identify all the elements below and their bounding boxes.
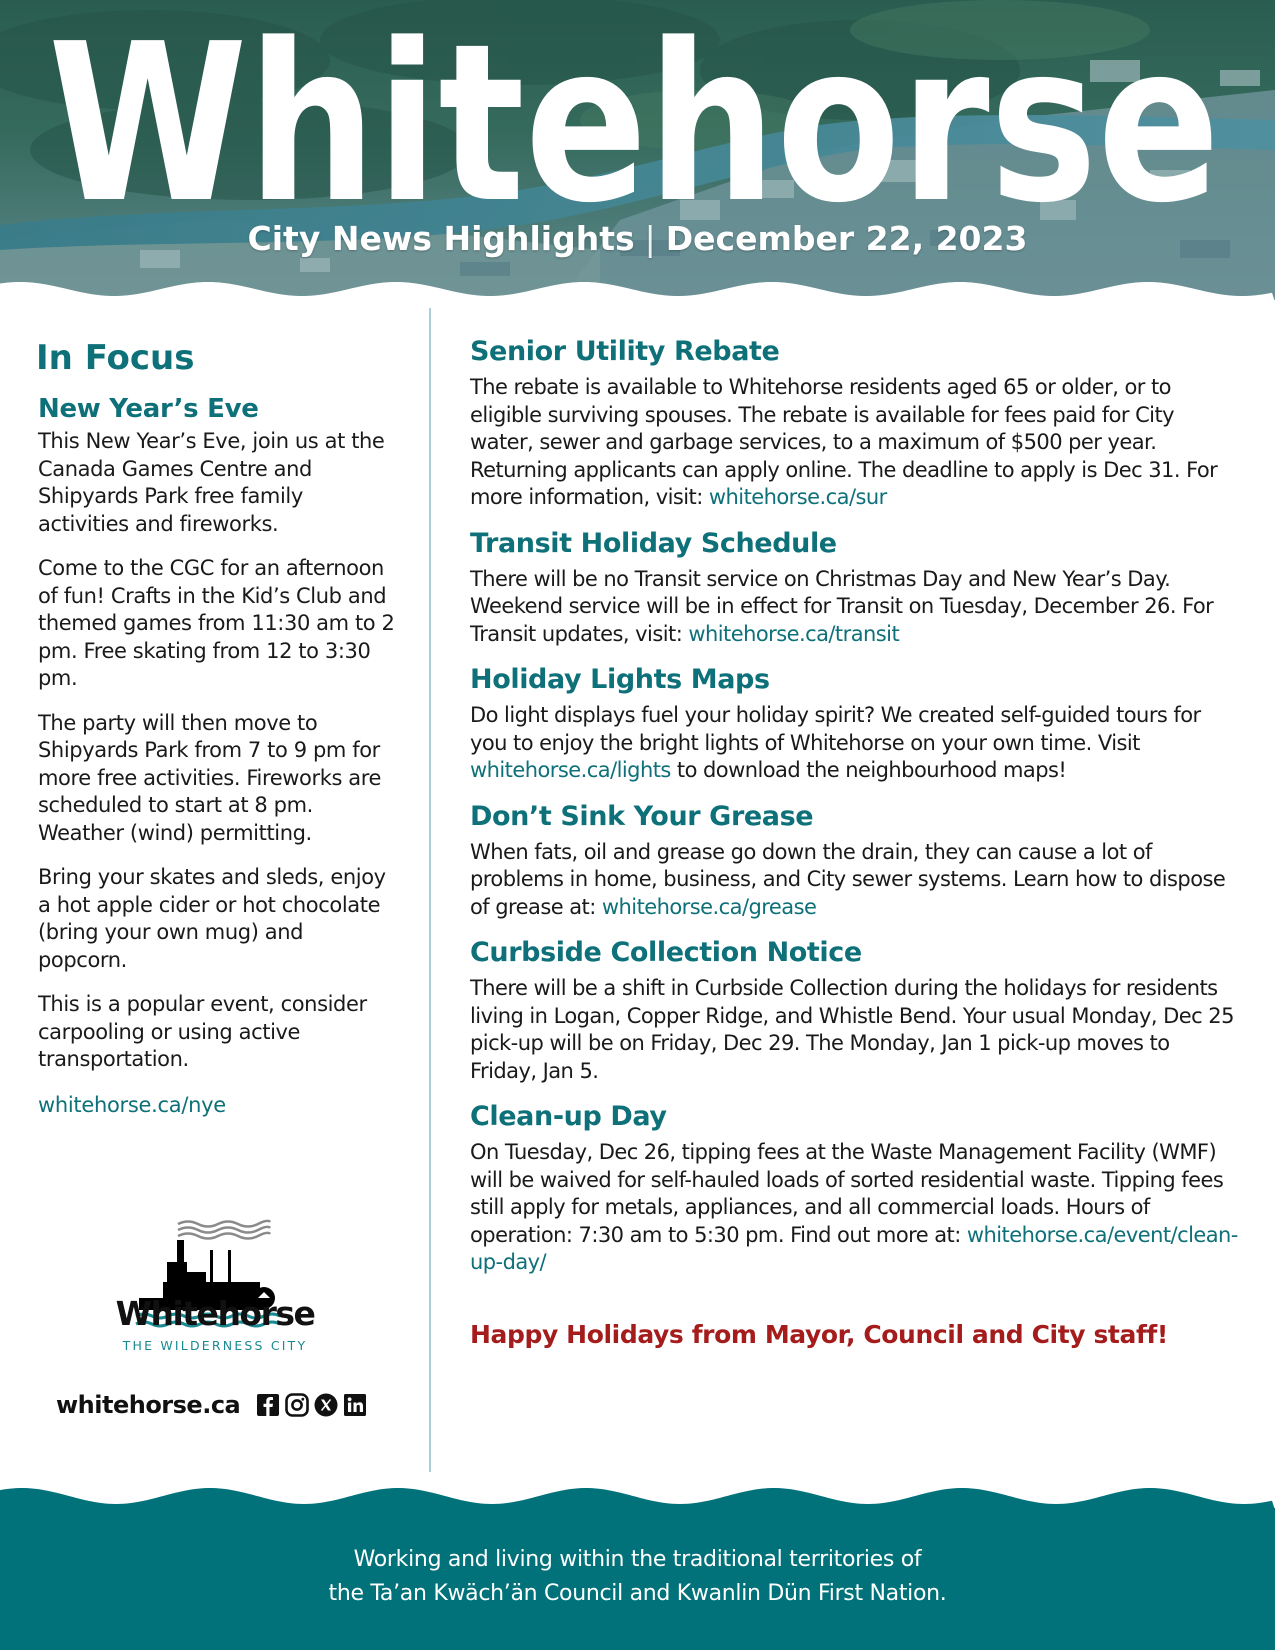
feature-paragraph: This is a popular event, consider carpooling or using active transportation. — [38, 992, 367, 1071]
holiday-greeting: Happy Holidays from Mayor, Council and City staff! — [470, 1319, 1168, 1349]
feature-paragraph: Come to the CGC for an afternoon of fun! Crafts in the Kid’s Club and themed games from 11:30 am to 2 pm. Free skating from 12 to 3:30 pm. — [38, 556, 395, 690]
article-link[interactable]: whitehorse.ca/grease — [601, 894, 817, 919]
article-body — [470, 1139, 1240, 1277]
masthead-title — [48, 14, 1228, 224]
article-body — [470, 566, 1240, 649]
issue-subtitle — [0, 219, 1275, 258]
article-link[interactable]: whitehorse.ca/event/clean-up-day/ — [470, 1222, 1238, 1274]
article-text-after: to download the neighbourhood maps! — [670, 758, 1067, 782]
article-text: There will be a shift in Curbside Collection during the holidays for residents living in Logan, Copper Ridge, and Whistle Bend. Your usual Monday, Dec 25 pick-up will be on Friday, Dec 29. The Monday, Jan 1 pick-up moves to Friday, Jan 5. — [470, 976, 1234, 1083]
article-clean-up-day — [470, 1099, 1240, 1277]
article-title: Senior Utility Rebate — [470, 336, 780, 367]
article-title: Don’t Sink Your Grease — [470, 800, 814, 832]
in-focus-column — [36, 330, 396, 1119]
article-title: Curbside Collection Notice — [470, 937, 862, 968]
article-body — [470, 975, 1240, 1085]
nye-link[interactable]: whitehorse.ca/nye — [38, 1092, 226, 1117]
issue-date: December 22, 2023 — [665, 219, 1028, 258]
article-text: There will be no Transit service on Christmas Day and New Year’s Day. Weekend service will be in effect for Transit on Tuesday, December 26. For Transit updates, visit: — [470, 566, 1214, 646]
x-icon[interactable] — [314, 1393, 338, 1417]
subtitle-separator: | — [644, 219, 656, 258]
article-dont-sink-your-grease — [470, 799, 1240, 922]
column-divider — [429, 308, 431, 1472]
instagram-icon[interactable] — [285, 1393, 309, 1417]
logo-tagline: THE WILDERNESS CITY — [122, 1338, 308, 1353]
linkedin-icon[interactable] — [343, 1393, 367, 1417]
article-transit-holiday-schedule — [470, 526, 1240, 649]
website-link[interactable]: whitehorse.ca — [56, 1391, 241, 1419]
news-column — [470, 334, 1240, 1351]
feature-paragraph: This New Year’s Eve, join us at the Canada Games Centre and Shipyards Park free family activities and fireworks. — [38, 429, 385, 536]
article-body — [470, 702, 1240, 785]
article-title: Clean-up Day — [470, 1101, 667, 1132]
feature-paragraph: Bring your skates and sleds, enjoy a hot apple cider or hot chocolate (bring your own mug) and popcorn. — [38, 865, 386, 972]
logo-wordmark: Whitehorse — [115, 1294, 315, 1333]
article-link[interactable]: whitehorse.ca/sur — [708, 485, 887, 509]
article-senior-utility-rebate — [470, 334, 1240, 512]
header-wave-divider — [0, 270, 1275, 300]
acknowledgement-line: Working and living within the traditional territories of — [353, 1547, 922, 1572]
land-acknowledgement — [0, 1543, 1275, 1611]
masthead-text: Whitehorse — [48, 14, 1220, 224]
article-text: On Tuesday, Dec 26, tipping fees at the Waste Management Facility (WMF) will be waived for self-hauled loads of sorted residential waste. Tipping fees still apply for metals, appliances, and all commercial loads. Hours of operation: 7:30 am to 5:30 pm. Find out more at: — [470, 1140, 1224, 1247]
article-holiday-lights-maps — [470, 662, 1240, 785]
footer-wave-divider — [0, 1484, 1275, 1510]
article-title: Transit Holiday Schedule — [470, 527, 837, 559]
section-title-in-focus: In Focus — [36, 338, 195, 378]
masthead-banner — [0, 0, 1275, 300]
feature-paragraph: The party will then move to Shipyards Park from 7 to 9 pm for more free activities. Fireworks are scheduled to start at 8 pm. Weather (wind) permitting. — [38, 710, 382, 845]
facebook-icon[interactable] — [256, 1393, 280, 1417]
article-title: Holiday Lights Maps — [470, 664, 770, 695]
acknowledgement-line: the Ta’an Kwäch’än Council and Kwanlin Dün First Nation. — [328, 1581, 947, 1606]
article-text: When fats, oil and grease go down the drain, they can cause a lot of problems in home, business, and City sewer systems. Learn how to dispose of grease at: — [470, 839, 1226, 919]
article-curbside-collection-notice — [470, 935, 1240, 1085]
article-link[interactable]: whitehorse.ca/lights — [470, 758, 671, 782]
feature-title: New Year’s Eve — [38, 394, 259, 424]
article-link[interactable]: whitehorse.ca/transit — [688, 621, 900, 646]
subtitle-label: City News Highlights — [247, 219, 635, 258]
article-body — [470, 839, 1240, 922]
website-and-social — [56, 1390, 372, 1420]
article-body — [470, 374, 1240, 512]
article-text: The rebate is available to Whitehorse residents aged 65 or older, or to eligible surviving spouses. The rebate is available for fees paid for City water, sewer and garbage services, to a maximum of $500 per year. Returning applicants can apply online. The deadline to apply is Dec 31. For more information, visit: — [470, 375, 1218, 509]
article-text: Do light displays fuel your holiday spirit? We created self-guided tours for you to enjoy the bright lights of Whitehorse on your own time. Visit — [470, 703, 1201, 755]
